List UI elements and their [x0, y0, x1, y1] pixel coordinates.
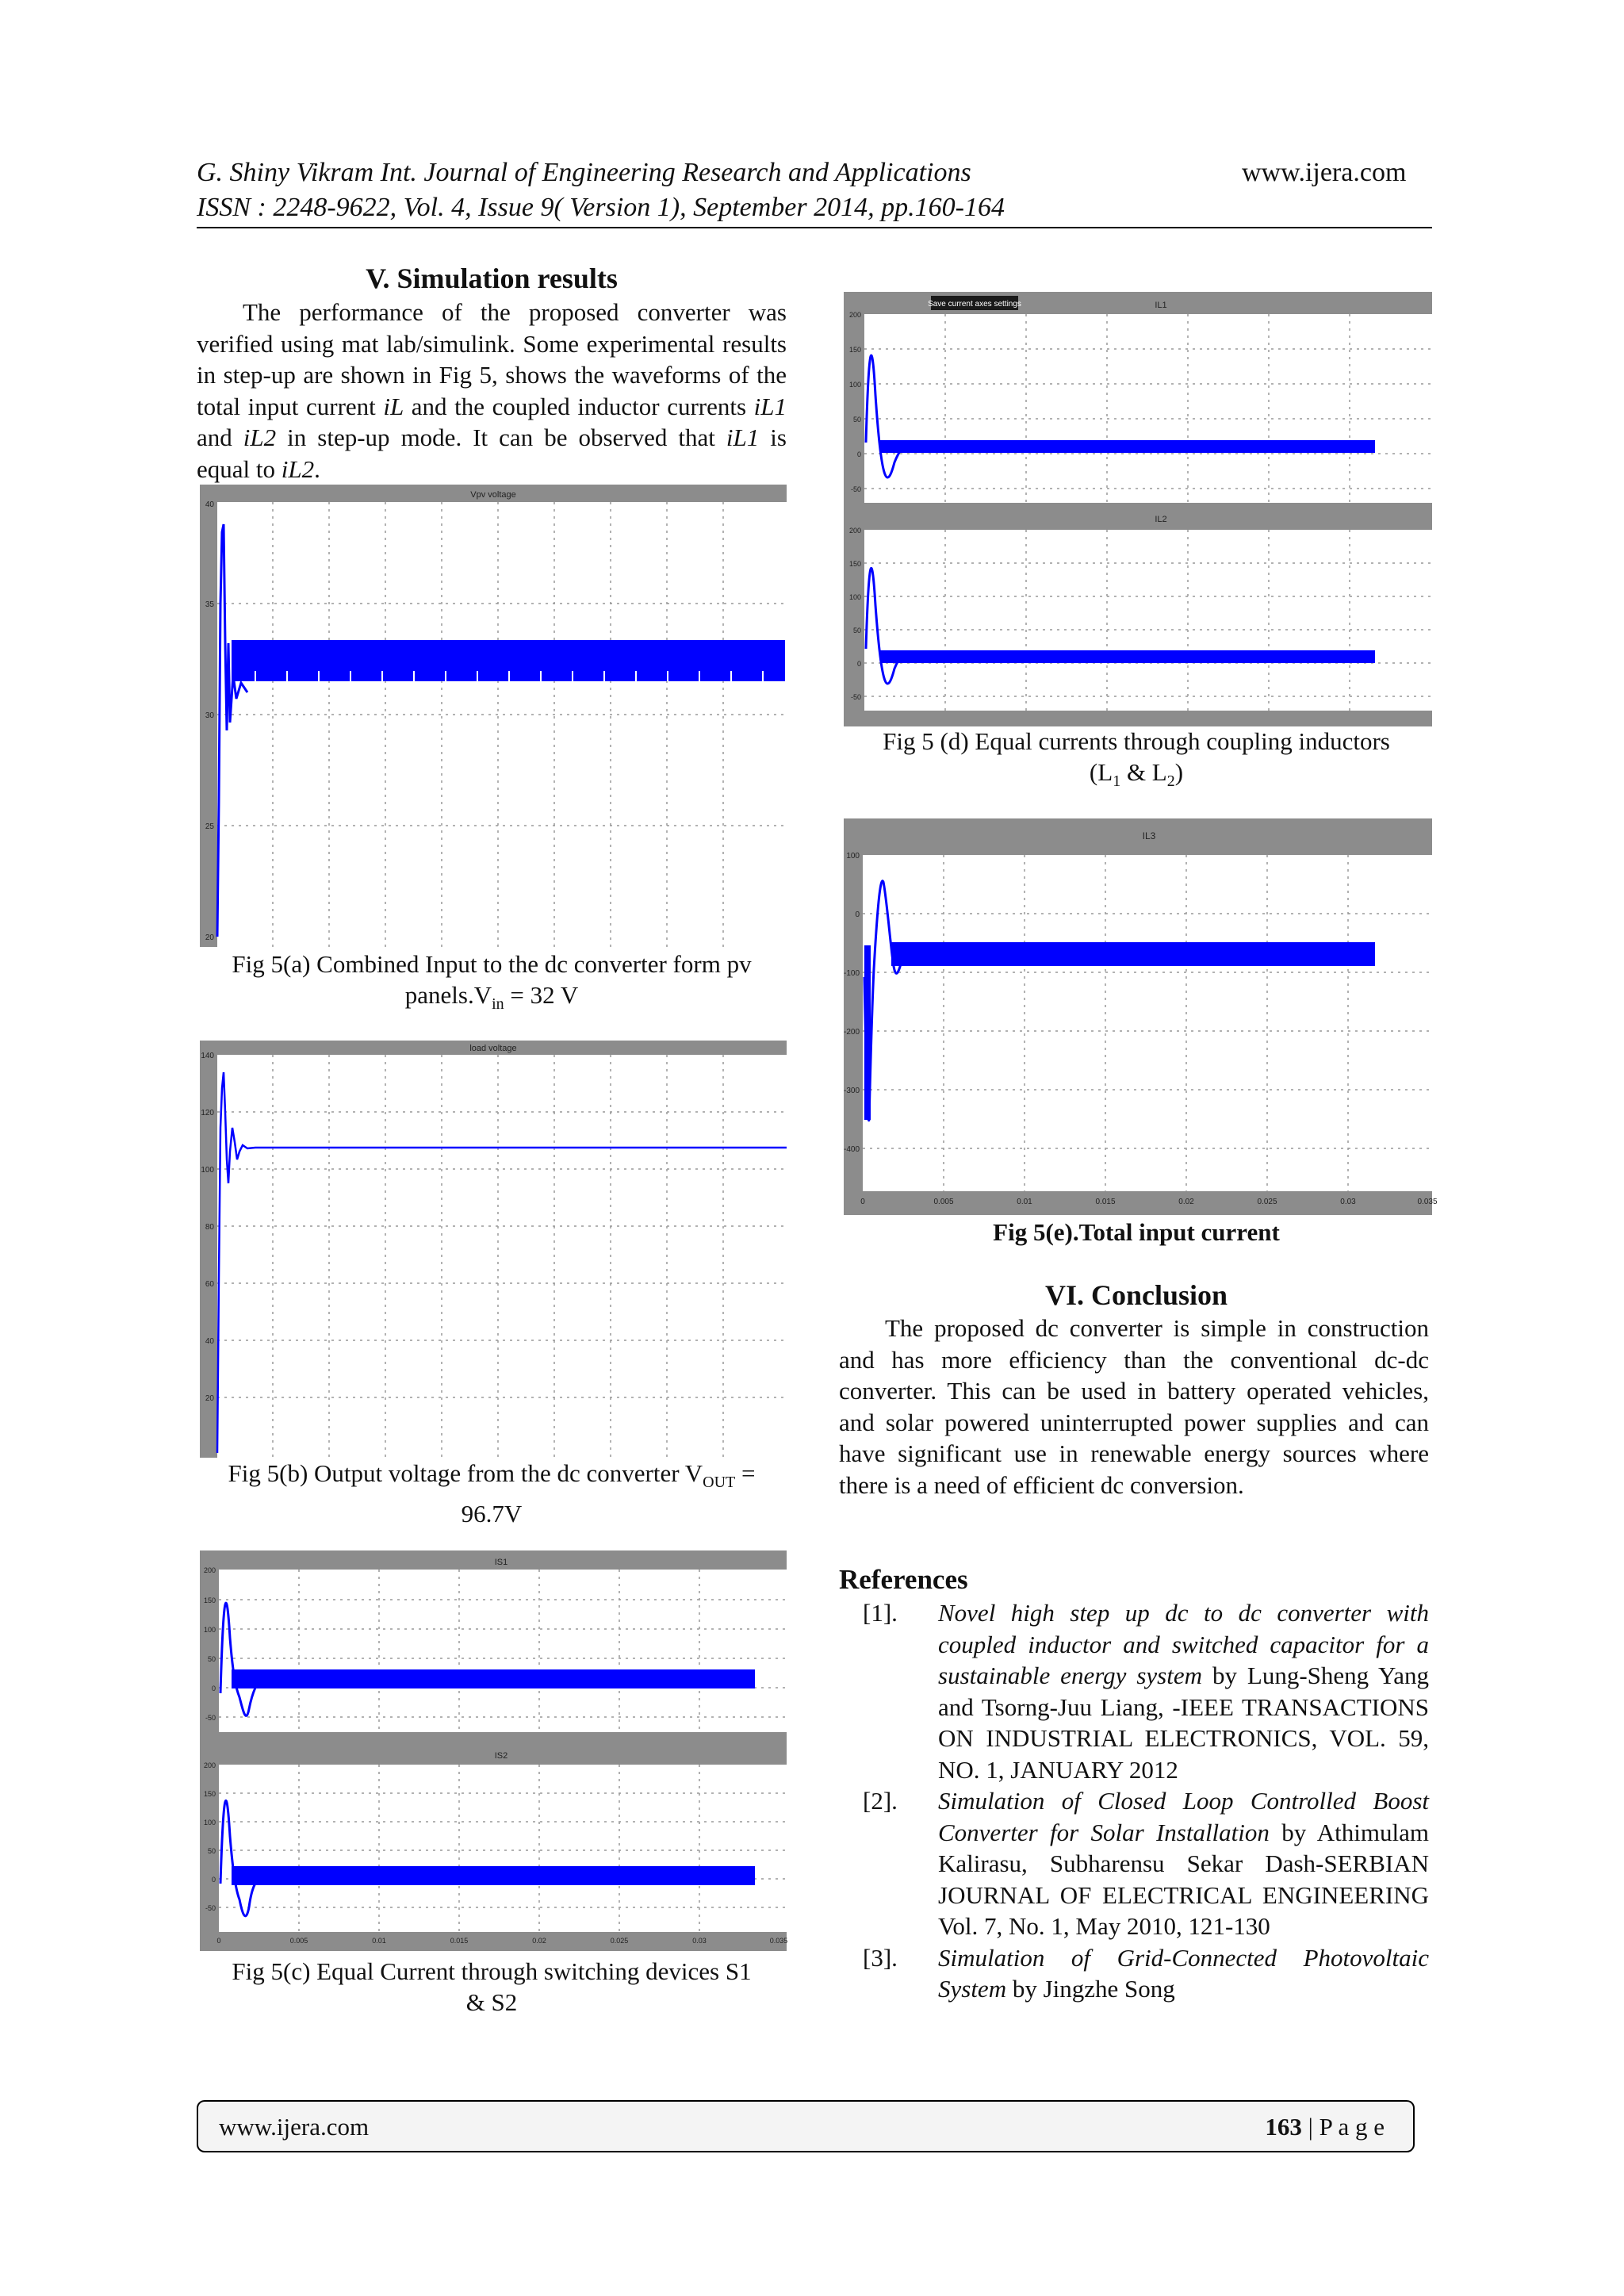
fig5b-ytick: 80: [205, 1223, 214, 1232]
fig5d-ytick: 200: [848, 311, 861, 319]
simulation-paragraph: The performance of the proposed converter was verified using mat lab/simulink. Some experimental results in step-up are shown in Fig 5, shows the waveforms of the total input current iL and the coupled inductor currents iL1 and iL2 in step-up mode. It can be observed that iL1 is equal to iL2.: [197, 298, 787, 483]
figure-5a-vpv-voltage: [200, 485, 787, 947]
fig5c-xtick: 0: [216, 1937, 221, 1945]
fig5e-xtick: 0.01: [1017, 1198, 1032, 1206]
fig5e-ytick: -400: [843, 1145, 860, 1154]
fig5d-ytick: 100: [848, 381, 861, 389]
fig5c-ytick: 200: [203, 1566, 216, 1574]
fig5e-xtick: 0.015: [1095, 1198, 1116, 1206]
figure-5a-caption: Fig 5(a) Combined Input to the dc converter form pv $panels.V_{in} = 32$ V: [232, 950, 752, 1014]
fig5c-title-top: IS1: [494, 1558, 508, 1567]
fig5c-ytick: 100: [203, 1626, 216, 1634]
fig5c-ytick: 50: [207, 1655, 216, 1663]
fig5d-ytick: 0: [856, 660, 861, 668]
fig5d-ytick: 150: [848, 560, 861, 568]
figure-5b-caption: Fig 5(b) Output voltage from the dc converter $V_{OUT}$ = 96.7V: [228, 1459, 756, 1528]
fig5b-ytick: 60: [205, 1280, 214, 1289]
fig5c-ytick: 150: [203, 1596, 216, 1604]
journal-header-line2: ISSN : 2248-9622, Vol. 4, Issue 9( Version 1), September 2014, pp.160-164: [197, 193, 1005, 222]
fig5e-xtick: 0.005: [933, 1198, 954, 1206]
fig5c-title-bottom: IS2: [494, 1751, 508, 1761]
figure-5e-total-input-current: [843, 818, 1438, 1215]
fig5a-ytick: 25: [205, 822, 214, 831]
fig5d-ytick: 100: [848, 593, 861, 601]
figure-5d-inductor-currents: [844, 292, 1432, 726]
section-title-simulation: V. Simulation results: [366, 263, 618, 294]
fig5a-ytick: 40: [205, 500, 214, 509]
fig5c-xtick: 0.005: [289, 1937, 308, 1945]
fig5c-ytick: 150: [203, 1790, 216, 1798]
fig5e-ytick: 0: [855, 910, 860, 919]
fig5e-ytick: -300: [843, 1087, 860, 1095]
fig5c-ytick: 0: [211, 1876, 216, 1884]
page-number: 163 | P a g e: [1265, 2113, 1385, 2141]
fig5d-ytick: -50: [850, 485, 861, 493]
fig5a-ytick: 20: [205, 933, 214, 942]
fig5e-xtick: 0.02: [1178, 1198, 1194, 1206]
fig5a-ytick: 30: [205, 711, 214, 720]
conclusion-paragraph: The proposed dc converter is simple in construction and has more efficiency than the conventional dc-dc converter. This can be used in battery operated vehicles, and solar powered uninterrupted power supplies and can have significant use in renewable energy sources where there is a need of efficient dc conversion.: [839, 1314, 1429, 1499]
fig5a-title: Vpv voltage: [470, 490, 516, 500]
fig5c-ytick: -50: [205, 1904, 216, 1912]
fig5d-ytick: 50: [852, 416, 861, 424]
fig5d-ytick: 150: [848, 346, 861, 354]
reference-item: [3]. Simulation of Grid-Connected Photovoltaic System by Jingzhe Song: [863, 1943, 1429, 2003]
fig5e-xtick: 0.025: [1257, 1198, 1277, 1206]
fig5e-ytick: -100: [843, 969, 860, 978]
fig5d-ytick: -50: [850, 693, 861, 701]
references-title: References: [839, 1564, 968, 1595]
fig5c-xtick: 0.015: [450, 1937, 469, 1945]
fig5c-ytick: 100: [203, 1819, 216, 1826]
fig5b-ytick: 40: [205, 1337, 214, 1346]
fig5c-ytick: 0: [211, 1685, 216, 1692]
fig5e-title: IL3: [1142, 830, 1156, 841]
fig5c-ytick: -50: [205, 1714, 216, 1722]
fig5c-xtick: 0.03: [692, 1937, 707, 1945]
fig5b-ytick: 20: [205, 1394, 214, 1403]
fig5e-ytick: -200: [843, 1028, 860, 1037]
header-rule: [197, 227, 1432, 228]
fig5a-ytick: 35: [205, 600, 214, 609]
fig5c-xtick: 0.035: [769, 1937, 788, 1945]
fig5c-ytick: 50: [207, 1847, 216, 1855]
fig5c-ytick: 200: [203, 1761, 216, 1769]
figure-5c-caption: Fig 5(c) Equal Current through switching devices S1 & S2: [232, 1957, 752, 2016]
reference-item: [1]. Novel high step up dc to dc converter with coupled inductor and switched capacitor for a sustainable energy system by Lung-Sheng Yang and Tsorng-Juu Liang, -IEEE TRANSACTIONS ON INDUSTRIAL ELECTRONICS, VOL. 59, NO. 1, JANUARY 2012: [863, 1599, 1429, 1784]
fig5c-xtick: 0.02: [532, 1937, 546, 1945]
fig5e-xtick: 0.035: [1417, 1198, 1438, 1206]
fig5e-xtick: 0: [860, 1198, 865, 1206]
figure-5c-switch-currents: [200, 1550, 787, 1951]
fig5d-title-top: IL1: [1155, 301, 1167, 310]
section-title-conclusion: VI. Conclusion: [1044, 1279, 1228, 1311]
fig5b-ytick: 100: [201, 1166, 214, 1175]
fig5d-title-bottom: IL2: [1155, 515, 1167, 524]
reference-item: [2]. Simulation of Closed Loop Controlled Boost Converter for Solar Installation by Athimulam Kalirasu, Subharensu Sekar Dash-SERBIAN JOURNAL OF ELECTRICAL ENGINEERING Vol. 7, No. 1, May 2010, 121-130: [863, 1787, 1430, 1940]
fig5e-xtick: 0.03: [1340, 1198, 1356, 1206]
save-axes-tooltip: Save current axes settings: [928, 300, 1021, 309]
references-list: [839, 1597, 1429, 2005]
journal-header-line1: G. Shiny Vikram Int. Journal of Engineering Research and Applications: [197, 158, 971, 187]
fig5b-ytick: 140: [201, 1052, 214, 1060]
footer-website: www.ijera.com: [219, 2113, 370, 2141]
fig5d-ytick: 0: [856, 450, 861, 458]
fig5b-title: load voltage: [469, 1044, 517, 1053]
fig5d-ytick: 50: [852, 627, 861, 634]
figure-5e-caption: Fig 5(e).Total input current: [993, 1218, 1280, 1246]
fig5b-ytick: 120: [201, 1109, 214, 1117]
fig5c-xtick: 0.025: [610, 1937, 629, 1945]
fig5c-xtick: 0.01: [372, 1937, 386, 1945]
journal-website: www.ijera.com: [1242, 158, 1407, 187]
fig5e-ytick: 100: [846, 852, 860, 861]
page-footer: [197, 2100, 1415, 2152]
figure-5b-load-voltage: [200, 1041, 787, 1458]
fig5d-ytick: 200: [848, 527, 861, 535]
figure-5d-caption: Fig 5 (d) Equal currents through coupling inductors ($L_1$ & $L_2$): [883, 727, 1390, 791]
